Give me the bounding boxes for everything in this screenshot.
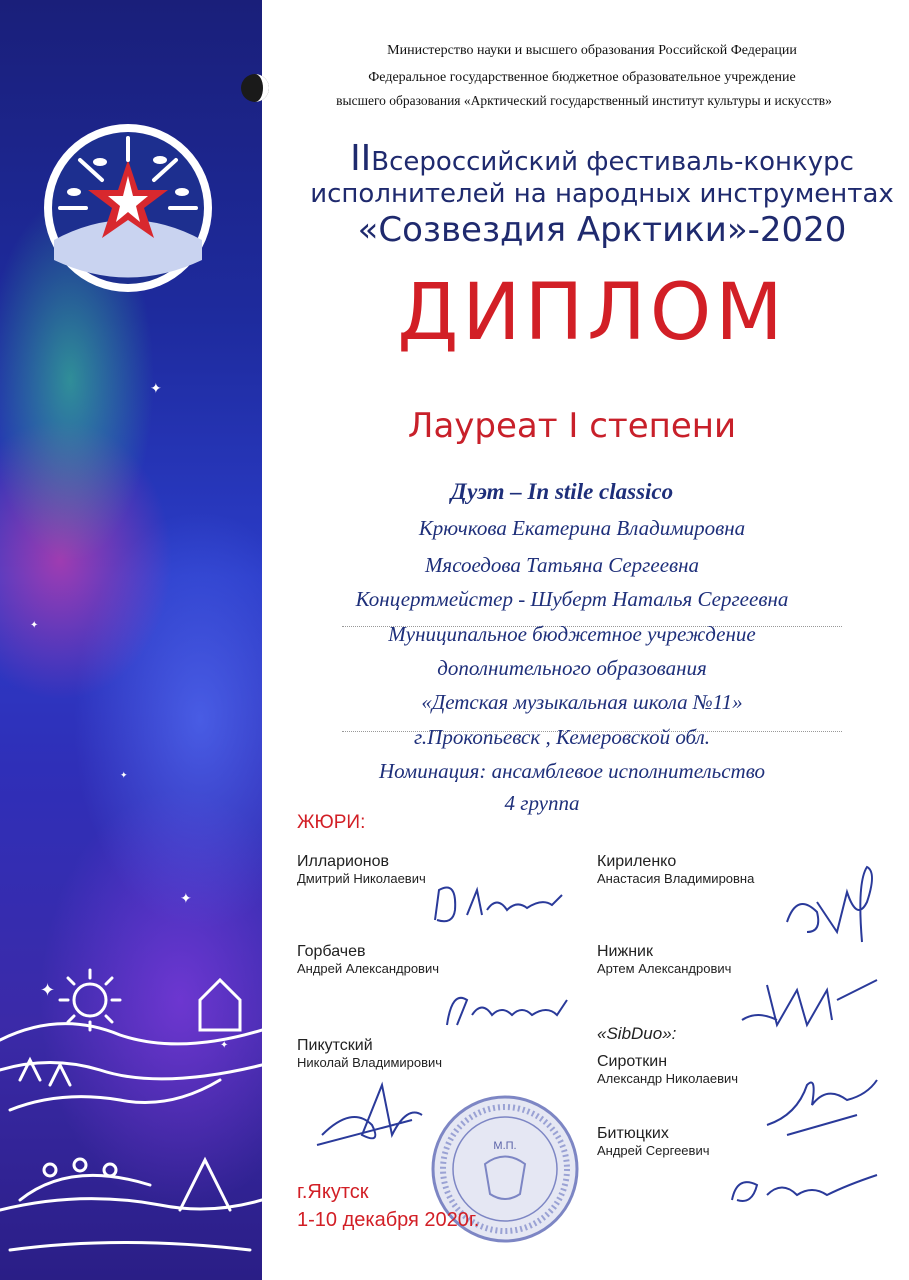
- jury-member: [597, 1125, 709, 1159]
- laureate-degree: Лауреат I степени: [407, 406, 737, 446]
- jury-given-name: Андрей Александрович: [297, 961, 439, 976]
- festival-line-1: [302, 138, 902, 179]
- signature-icon: [757, 1065, 887, 1145]
- diploma-content: [262, 0, 909, 1280]
- jury-member: [297, 853, 426, 887]
- festival-line-2: исполнителей на народных инструментах: [310, 179, 894, 209]
- jury-title: ЖЮРИ:: [297, 812, 366, 833]
- jury-surname: Илларионов: [297, 853, 390, 870]
- accompanist: Концертмейстер - Шуберт Наталья Сергеевна: [355, 587, 789, 611]
- star-icon: ✦: [220, 1040, 229, 1051]
- jury-given-name: Александр Николаевич: [597, 1071, 739, 1086]
- jury-given-name: Артем Александрович: [597, 961, 732, 976]
- group: 4 группа: [504, 791, 580, 815]
- festival-emblem-icon: [40, 120, 216, 296]
- jury-given-name: Андрей Сергеевич: [597, 1143, 710, 1158]
- star-icon: ✦: [120, 770, 128, 780]
- member-1: Крючкова Екатерина Владимировна: [418, 516, 746, 540]
- stamp-text: М.П.: [493, 1140, 517, 1152]
- institution-line-2: высшего образования «Арктический государственный институт культуры и искусств»: [336, 93, 832, 108]
- jury-given-name: Дмитрий Николаевич: [297, 871, 426, 886]
- festival-number: II: [350, 138, 372, 179]
- institution-line-1: Федеральное государственное бюджетное образовательное учреждение: [368, 70, 796, 85]
- signature-icon: [427, 870, 567, 930]
- signature-icon: [312, 1065, 432, 1155]
- festival-line-3: «Созвездия Арктики»-2020: [357, 210, 847, 250]
- issue-city: г.Якутск: [297, 1181, 369, 1203]
- jury-given-name: Николай Владимирович: [297, 1055, 443, 1070]
- jury-surname: Кириленко: [597, 853, 677, 870]
- diploma-title: ДИПЛОМ: [397, 268, 787, 358]
- school-line-2: дополнительного образования: [437, 656, 707, 680]
- school-city: г.Прокопьевск , Кемеровской обл.: [413, 725, 710, 749]
- jury-given-name: Анастасия Владимировна: [597, 871, 755, 886]
- institute-logo-icon: [240, 73, 270, 103]
- jury-member: [597, 853, 754, 887]
- jury-member: [597, 943, 731, 977]
- star-icon: ✦: [40, 980, 56, 1000]
- signature-icon: [777, 862, 887, 952]
- northern-lights-band: [0, 0, 262, 1280]
- jury-surname: Пикутский: [297, 1037, 373, 1054]
- jury-surname: Сироткин: [597, 1053, 668, 1070]
- ministry-line: Министерство науки и высшего образования Российской Федерации: [387, 43, 797, 58]
- nomination: Номинация: ансамблевое исполнительство: [378, 759, 766, 783]
- jury-surname: Битюцких: [597, 1125, 669, 1142]
- school-line-1: Муниципальное бюджетное учреждение: [388, 622, 756, 646]
- member-2: Мясоедова Татьяна Сергеевна: [424, 553, 700, 577]
- jury-member: [597, 1053, 738, 1087]
- duo-label: «SibDuo»:: [597, 1024, 677, 1043]
- festival-title-1: Всероссийский фестиваль-конкурс: [371, 147, 854, 177]
- star-icon: ✦: [30, 620, 39, 631]
- signature-icon: [437, 980, 577, 1040]
- jury-member: [297, 943, 439, 977]
- signature-icon: [737, 965, 882, 1040]
- jury-surname: Горбачев: [297, 943, 366, 960]
- signature-icon: [727, 1160, 887, 1215]
- star-icon: ✦: [180, 890, 192, 906]
- arctic-drawing-icon: [0, 960, 262, 1280]
- star-icon: ✦: [150, 380, 162, 396]
- issue-dates: 1-10 декабря 2020г.: [297, 1209, 480, 1231]
- jury-surname: Нижник: [597, 943, 653, 960]
- ensemble-name: Дуэт – In stile classico: [450, 479, 674, 504]
- school-line-3: «Детская музыкальная школа №11»: [421, 690, 743, 714]
